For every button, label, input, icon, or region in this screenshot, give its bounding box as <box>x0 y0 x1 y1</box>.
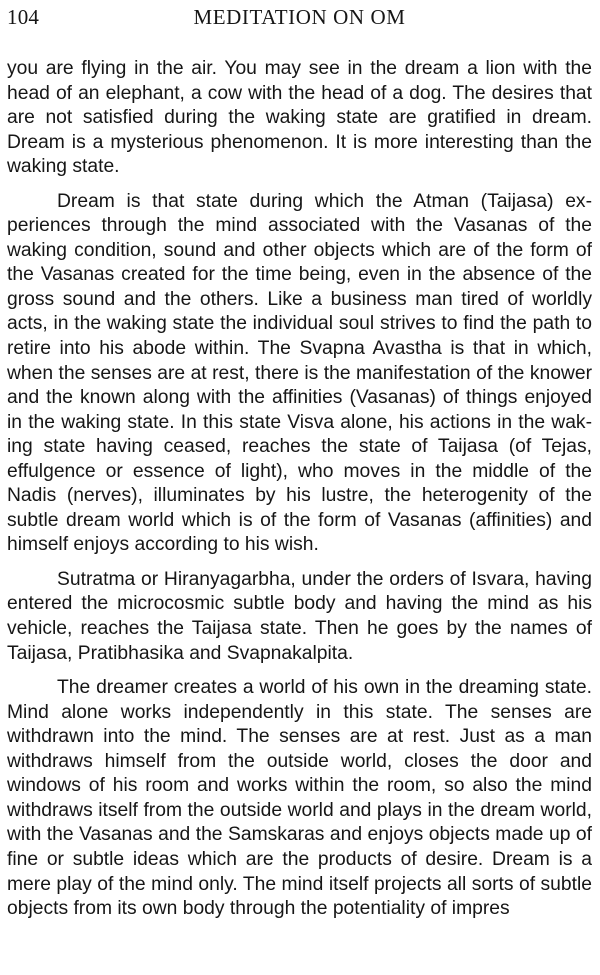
running-header <box>7 5 592 31</box>
paragraph: Sutratma or Hiranyagarbha, under the orders of Isvara, having entered the microcosmic subtle body and having the mind as his vehicle, reaches the Taijasa state. Then he goes by the names of Taijasa, Pratibhasika and Svapnakalpita. <box>7 568 592 664</box>
paragraph-continued: you are flying in the air. You may see in the dream a lion with the head of an elephant, a cow with the head of a dog. The desires that are not satisfied during the waking state are gratified in dream. Dream is a mysterious phenomenon. It is more interesting than the waking state. <box>7 58 592 178</box>
book-title: MEDITATION ON OM <box>193 5 406 29</box>
paragraph: The dreamer creates a world of his own in the dreaming state. Mind alone works independently in this state. The senses are withdrawn into the mind. The senses are at rest. Just as a man withdraws himself from the outside world, closes the door and windows of his room and works within the room, so also the mind withdraws itself from the outside world and plays in the dream world, with the Vasanas and the Samskaras and enjoys objects made up of fine or subtle ideas which are the products of desire. Dream is a mere play of the mind only. The mind itself projects all sorts of subtle objects from its own body through the potentiality of impres <box>7 677 592 920</box>
paragraph: Dream is that state during which the Atman (Taijasa) experiences through the mind associated with the Vasanas of the waking condition, sound and other objects which are of the form of the Vasanas created for the time being, even in the absence of the gross sound and the others. Like a business man tired of worldly acts, in the waking state the individual soul strives to find the path to retire into his abode within. The Svapna Avastha is that in which, when the senses are at rest, there is the manifestation of the knower and the known along with the affinities (Vasanas) of things enjoyed in the waking state. In this state Visva alone, his actions in the waking state having ceased, reaches the state of Taijasa (of Tejas, effulgence or essence of light), who moves in the middle of the Nadis (nerves), illuminates by his lustre, the heterogenity of the subtle dream world which is of the form of Vasanas (affinities) and himself enjoys according to his wish. <box>7 190 592 556</box>
page-number: 104 <box>7 5 40 29</box>
body-text <box>7 57 592 932</box>
